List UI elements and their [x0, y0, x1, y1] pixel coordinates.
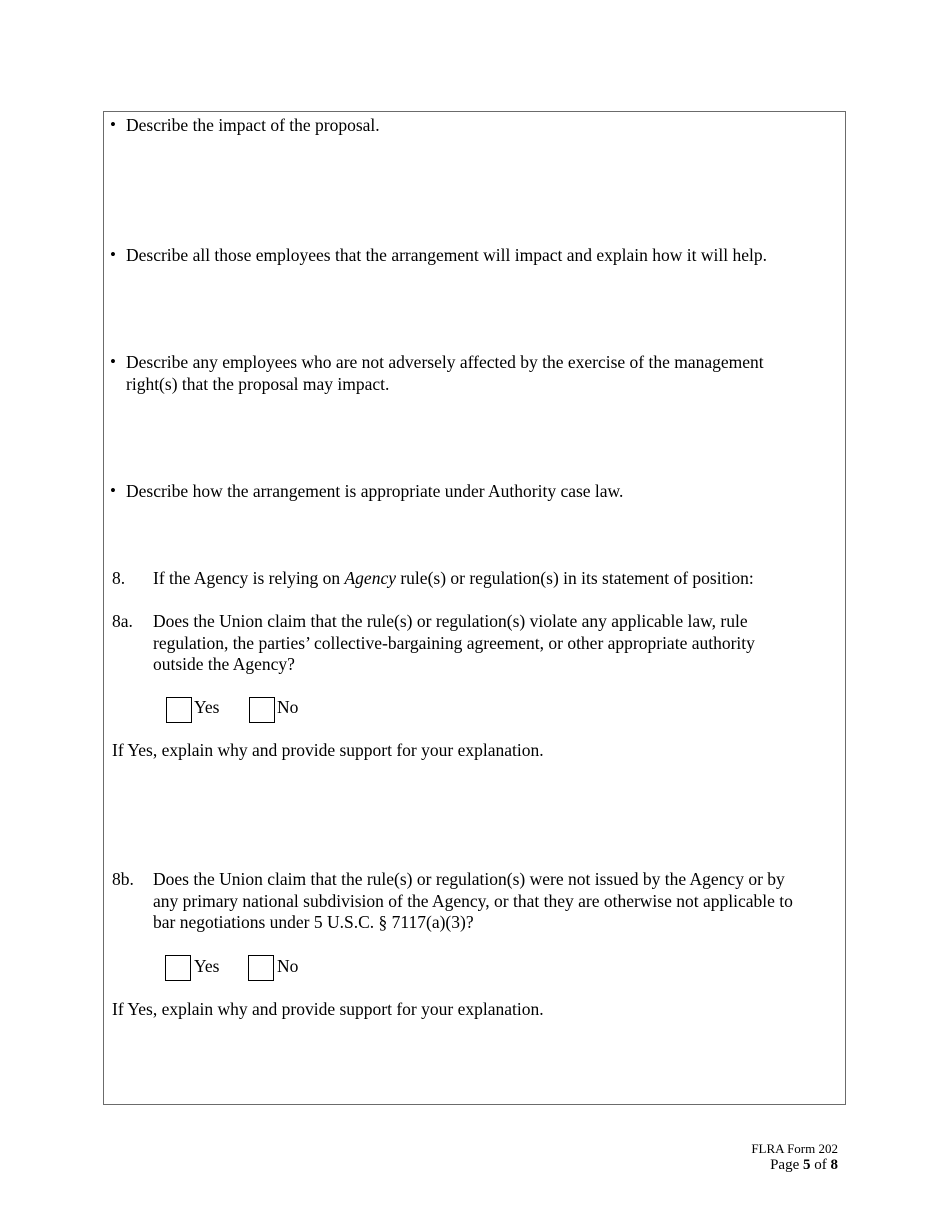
- question-8b-line2: any primary national subdivision of the Agency, or that they are otherwise not applicable to: [153, 891, 793, 911]
- question-8-text-after: rule(s) or regulation(s) in its statement of position:: [395, 568, 754, 588]
- bullet-impact-text: Describe the impact of the proposal.: [126, 115, 380, 135]
- q8b-no-label: No: [277, 956, 299, 976]
- question-8-number: 8.: [112, 568, 126, 588]
- question-8-text-before: If the Agency is relying on: [153, 568, 345, 588]
- bullet-icon: •: [110, 481, 116, 500]
- footer-page-total: 8: [830, 1157, 838, 1173]
- footer-page-current: 5: [803, 1157, 811, 1173]
- footer-page-number: [770, 1156, 838, 1174]
- q8a-no-checkbox[interactable]: [249, 697, 275, 723]
- question-8-text: [153, 567, 754, 589]
- q8a-yes-checkbox[interactable]: [166, 697, 192, 723]
- question-8a-line3: outside the Agency?: [153, 654, 295, 674]
- q8b-yes-label: Yes: [194, 956, 220, 976]
- q8b-explain-instruction: If Yes, explain why and provide support for your explanation.: [112, 999, 544, 1019]
- footer-form-name: FLRA Form 202: [751, 1141, 838, 1156]
- q8a-yes-label: Yes: [194, 697, 220, 717]
- bullet-icon: •: [110, 115, 116, 134]
- q8a-no-label: No: [277, 697, 299, 717]
- question-8a-number: 8a.: [112, 611, 133, 631]
- q8b-no-checkbox[interactable]: [248, 955, 274, 981]
- bullet-case-law-text: Describe how the arrangement is appropriate under Authority case law.: [126, 481, 624, 501]
- question-8b-number: 8b.: [112, 869, 134, 889]
- question-8b-line1: Does the Union claim that the rule(s) or regulation(s) were not issued by the Agency or by: [153, 869, 785, 889]
- bullet-icon: •: [110, 352, 116, 371]
- footer-page-of: of: [814, 1157, 827, 1173]
- question-8a-line1: Does the Union claim that the rule(s) or regulation(s) violate any applicable law, rule: [153, 611, 748, 631]
- bullet-not-affected-line1: Describe any employees who are not adversely affected by the exercise of the management: [126, 352, 764, 372]
- q8a-explain-instruction: If Yes, explain why and provide support for your explanation.: [112, 740, 544, 760]
- q8b-yes-checkbox[interactable]: [165, 955, 191, 981]
- bullet-employees-text: Describe all those employees that the arrangement will impact and explain how it will help.: [126, 245, 767, 265]
- bullet-not-affected-line2: right(s) that the proposal may impact.: [126, 374, 390, 394]
- bullet-icon: •: [110, 245, 116, 264]
- question-8b-line3: bar negotiations under 5 U.S.C. § 7117(a)(3)?: [153, 912, 474, 932]
- question-8-text-italic: Agency: [344, 568, 396, 588]
- question-8a-line2: regulation, the parties’ collective-bargaining agreement, or other appropriate authority: [153, 633, 755, 653]
- footer-page-word: Page: [770, 1157, 800, 1173]
